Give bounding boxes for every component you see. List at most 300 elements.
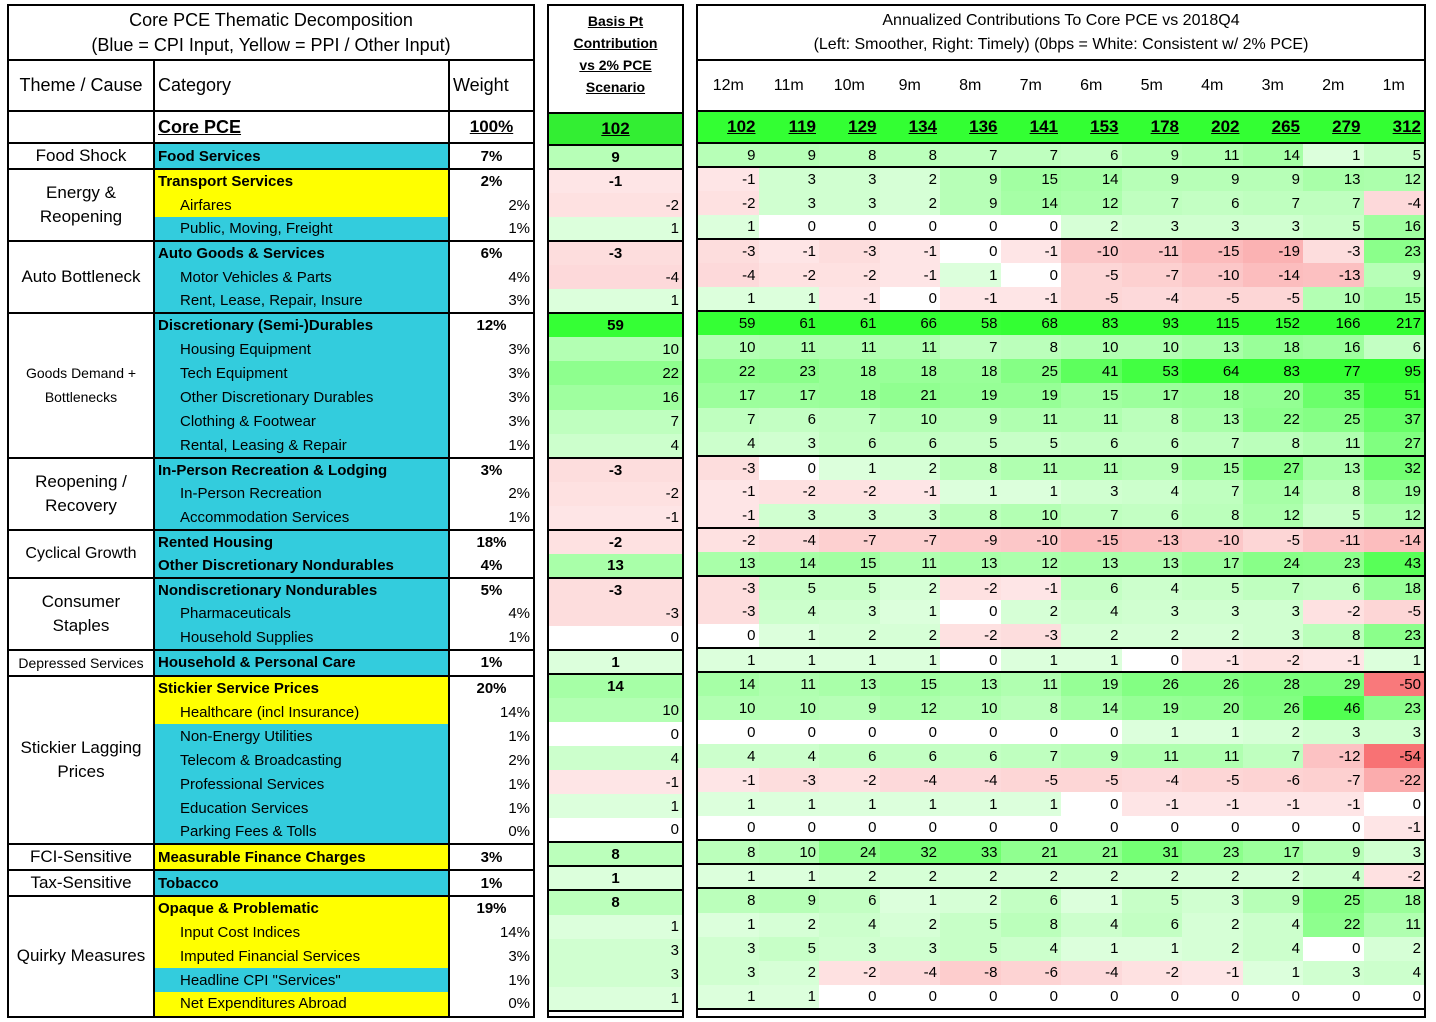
weight-cell: 14% xyxy=(499,923,530,941)
value-cell: 115 xyxy=(1182,311,1243,335)
value-cell: 1 xyxy=(698,864,759,888)
value-cell: 0 xyxy=(1001,816,1062,840)
value-cell: 2 xyxy=(759,961,820,985)
value-cell: 0 xyxy=(1122,648,1183,672)
value-cell: 0 xyxy=(940,600,1001,624)
contribution-cell: 1 xyxy=(549,289,682,313)
value-cell: 11 xyxy=(759,672,820,696)
value-cell: 25 xyxy=(1303,408,1364,432)
value-cell: 1 xyxy=(1001,648,1062,672)
value-cell: 10 xyxy=(880,408,941,432)
value-cell: 9 xyxy=(1243,888,1304,912)
weight-cell: 1% xyxy=(508,971,530,989)
weight-cell: 3% xyxy=(508,947,530,965)
category-label: Net Expenditures Abroad xyxy=(154,992,449,1016)
value-cell: -4 xyxy=(880,768,941,792)
table-row xyxy=(549,650,682,674)
table-row xyxy=(698,335,1424,359)
value-cell: 35 xyxy=(1303,383,1364,407)
table-row xyxy=(549,289,682,313)
value-cell: -3 xyxy=(819,239,880,263)
value-cell: -10 xyxy=(1182,528,1243,552)
value-cell: 5 xyxy=(1182,576,1243,600)
value-cell: -2 xyxy=(1303,600,1364,624)
table-row xyxy=(698,359,1424,383)
value-cell: 2 xyxy=(1243,720,1304,744)
value-cell: 0 xyxy=(940,215,1001,239)
value-cell: 7 xyxy=(1001,143,1062,167)
value-cell: 58 xyxy=(940,311,1001,335)
value-cell: 43 xyxy=(1364,552,1425,576)
value-cell: 4 xyxy=(759,744,820,768)
table-row xyxy=(698,913,1424,937)
value-cell: 6 xyxy=(940,744,1001,768)
value-cell: -4 xyxy=(940,768,1001,792)
value-cell: 23 xyxy=(1364,624,1425,648)
value-cell: 3 xyxy=(1303,720,1364,744)
value-cell: 0 xyxy=(759,720,820,744)
table-row xyxy=(549,193,682,217)
table-row xyxy=(549,578,682,602)
value-cell: 8 xyxy=(1001,335,1062,359)
value-cell: 9 xyxy=(1122,143,1183,167)
value-cell: 8 xyxy=(1303,624,1364,648)
value-cell: 1 xyxy=(819,648,880,672)
value-cell: 19 xyxy=(940,383,1001,407)
value-cell: 2 xyxy=(1182,864,1243,888)
table-row xyxy=(549,674,682,698)
value-cell: 6 xyxy=(759,408,820,432)
category-label: Tech Equipment xyxy=(154,361,449,385)
value-cell: 21 xyxy=(880,383,941,407)
value-cell: -54 xyxy=(1364,744,1425,768)
value-cell: -1 xyxy=(698,504,759,528)
contribution-cell: 14 xyxy=(549,674,682,698)
period-header: 11m xyxy=(759,60,820,111)
value-cell: 8 xyxy=(1122,408,1183,432)
value-cell: 3 xyxy=(698,937,759,961)
value-cell: 5 xyxy=(1303,215,1364,239)
value-cell: -1 xyxy=(819,287,880,311)
value-cell: 11 xyxy=(1182,744,1243,768)
value-cell: 1 xyxy=(1303,143,1364,167)
table-row xyxy=(549,554,682,578)
value-cell: 3 xyxy=(819,937,880,961)
contribution-cell: 8 xyxy=(549,890,682,914)
value-cell: 11 xyxy=(1182,143,1243,167)
value-cell: -50 xyxy=(1364,672,1425,696)
value-cell: 28 xyxy=(1243,672,1304,696)
value-cell: 68 xyxy=(1001,311,1062,335)
value-cell: -15 xyxy=(1182,239,1243,263)
value-cell: -9 xyxy=(940,528,1001,552)
contribution-table xyxy=(549,6,682,1012)
table-row xyxy=(698,937,1424,961)
contribution-cell: 4 xyxy=(549,746,682,770)
table-row xyxy=(698,648,1424,672)
table-row xyxy=(549,313,682,337)
value-cell: 8 xyxy=(819,143,880,167)
table-row xyxy=(698,456,1424,480)
table-row xyxy=(549,939,682,963)
value-cell: 15 xyxy=(1001,167,1062,191)
contribution-cell: -3 xyxy=(549,241,682,265)
value-cell: 0 xyxy=(819,816,880,840)
table-row xyxy=(698,408,1424,432)
table-row xyxy=(9,896,533,920)
table-row xyxy=(698,888,1424,912)
weight-cell: 1% xyxy=(449,650,533,676)
value-cell: 0 xyxy=(698,816,759,840)
value-cell: 0 xyxy=(1182,985,1243,1009)
value-cell: 25 xyxy=(1001,359,1062,383)
table-row xyxy=(549,506,682,530)
table-row xyxy=(549,890,682,914)
table-row xyxy=(698,744,1424,768)
value-cell: 2 xyxy=(1001,600,1062,624)
value-cell: 11 xyxy=(880,335,941,359)
value-cell: -13 xyxy=(1303,263,1364,287)
value-cell: 5 xyxy=(940,432,1001,456)
value-cell: 2 xyxy=(1061,864,1122,888)
value-cell: 3 xyxy=(1364,720,1425,744)
value-cell: 83 xyxy=(1243,359,1304,383)
value-cell: 7 xyxy=(1243,191,1304,215)
contribution-cell: 1 xyxy=(549,217,682,241)
value-cell: 11 xyxy=(1061,408,1122,432)
weight-cell: 1% xyxy=(449,217,533,241)
table-row xyxy=(9,530,533,554)
value-cell: -7 xyxy=(880,528,941,552)
category-label: Parking Fees & Tolls xyxy=(154,820,449,844)
weight-cell: 5% xyxy=(480,581,503,599)
weight-cell: 2% xyxy=(480,173,503,191)
period-header: 2m xyxy=(1303,60,1364,111)
value-cell: 2 xyxy=(1364,937,1425,961)
value-cell: 14 xyxy=(1001,191,1062,215)
value-cell: 18 xyxy=(819,359,880,383)
value-cell: 13 xyxy=(1061,552,1122,576)
value-cell: 0 xyxy=(1364,792,1425,816)
value-cell: 0 xyxy=(1182,816,1243,840)
value-cell: 66 xyxy=(880,311,941,335)
value-cell: 2 xyxy=(880,913,941,937)
value-cell: 18 xyxy=(880,359,941,383)
category-label: Non-Energy Utilities xyxy=(154,724,449,748)
value-cell: 7 xyxy=(1243,576,1304,600)
mid-title-line2: Contribution xyxy=(573,35,658,51)
value-cell: 0 xyxy=(1001,263,1062,287)
table-row xyxy=(698,576,1424,600)
value-cell: 77 xyxy=(1303,359,1364,383)
value-cell: 29 xyxy=(1303,672,1364,696)
value-cell: -1 xyxy=(1001,576,1062,600)
value-cell: 22 xyxy=(1303,913,1364,937)
value-cell: 1 xyxy=(940,263,1001,287)
weight-cell: 1% xyxy=(449,626,533,650)
weight-cell: 3% xyxy=(508,412,530,430)
weight-cell: 4% xyxy=(449,554,533,578)
contribution-cell: -1 xyxy=(549,169,682,193)
value-cell: 23 xyxy=(1364,696,1425,720)
value-cell: 4 xyxy=(1243,937,1304,961)
value-cell: 14 xyxy=(1243,143,1304,167)
table-row xyxy=(9,676,533,700)
theme-cell: Stickier Lagging Prices xyxy=(9,676,154,844)
value-cell: 9 xyxy=(759,143,820,167)
value-cell: -7 xyxy=(1122,263,1183,287)
value-cell: 0 xyxy=(1061,792,1122,816)
value-cell: 166 xyxy=(1303,311,1364,335)
value-cell: 12 xyxy=(1364,167,1425,191)
left-title xyxy=(9,6,533,60)
value-cell: 0 xyxy=(940,648,1001,672)
right-title-line1: Annualized Contributions To Core PCE vs 2018Q4 xyxy=(882,11,1240,29)
value-cell: 6 xyxy=(1001,888,1062,912)
contribution-cell: 102 xyxy=(549,113,682,145)
table-row xyxy=(698,432,1424,456)
value-cell: 1 xyxy=(819,792,880,816)
value-cell: 1 xyxy=(698,648,759,672)
value-cell: 13 xyxy=(1182,335,1243,359)
table-row xyxy=(698,239,1424,263)
value-cell: 134 xyxy=(880,111,941,143)
category-label: Input Cost Indices xyxy=(154,920,449,944)
category-label: Measurable Finance Charges xyxy=(154,844,449,870)
value-cell: 5 xyxy=(819,576,880,600)
weight-cell: 18% xyxy=(476,533,507,551)
value-cell: -1 xyxy=(1303,648,1364,672)
value-cell: 32 xyxy=(880,840,941,864)
value-cell: 15 xyxy=(880,672,941,696)
value-cell: 10 xyxy=(759,840,820,864)
value-cell: 6 xyxy=(1061,432,1122,456)
value-cell: 19 xyxy=(1061,672,1122,696)
contribution-cell: 10 xyxy=(549,337,682,361)
value-cell: 4 xyxy=(698,432,759,456)
value-cell: 64 xyxy=(1182,359,1243,383)
value-cell: 3 xyxy=(759,191,820,215)
value-cell: 13 xyxy=(1182,408,1243,432)
table-row xyxy=(549,915,682,939)
value-cell: 16 xyxy=(1303,335,1364,359)
value-cell: 21 xyxy=(1001,840,1062,864)
contribution-cell: -2 xyxy=(549,193,682,217)
value-cell: -4 xyxy=(1122,768,1183,792)
value-cell: 7 xyxy=(940,143,1001,167)
value-cell: 9 xyxy=(819,696,880,720)
value-cell: -2 xyxy=(698,528,759,552)
value-cell: 178 xyxy=(1122,111,1183,143)
value-cell: 6 xyxy=(1303,576,1364,600)
table-row xyxy=(698,840,1424,864)
value-cell: -5 xyxy=(1182,768,1243,792)
value-cell: 15 xyxy=(819,552,880,576)
value-cell: 2 xyxy=(880,576,941,600)
value-cell: 0 xyxy=(1303,985,1364,1009)
value-cell: 23 xyxy=(759,359,820,383)
value-cell: 3 xyxy=(1122,215,1183,239)
value-cell: -8 xyxy=(940,961,1001,985)
value-cell: 11 xyxy=(1001,456,1062,480)
value-cell: 12 xyxy=(1001,552,1062,576)
value-cell: 8 xyxy=(698,840,759,864)
value-cell: 3 xyxy=(1243,215,1304,239)
value-cell: 3 xyxy=(819,167,880,191)
category-label: Food Services xyxy=(154,143,449,169)
table-row xyxy=(698,143,1424,167)
category-label: In-Person Recreation & Lodging xyxy=(154,458,449,482)
table-row xyxy=(549,241,682,265)
value-cell: -5 xyxy=(1001,768,1062,792)
value-cell: 12 xyxy=(1061,191,1122,215)
value-cell: 14 xyxy=(1243,480,1304,504)
table-row xyxy=(698,504,1424,528)
value-cell: -1 xyxy=(880,239,941,263)
value-cell: 3 xyxy=(1182,600,1243,624)
value-cell: 12 xyxy=(1364,504,1425,528)
core-pce-label: Core PCE xyxy=(154,111,449,143)
value-cell: 6 xyxy=(819,744,880,768)
value-cell: -19 xyxy=(1243,239,1304,263)
value-cell: 4 xyxy=(1303,864,1364,888)
value-cell: 0 xyxy=(1001,985,1062,1009)
value-cell: -10 xyxy=(1001,528,1062,552)
value-cell: 0 xyxy=(819,215,880,239)
table-row xyxy=(9,169,533,193)
contribution-cell: 4 xyxy=(549,434,682,458)
value-cell: -14 xyxy=(1364,528,1425,552)
value-cell: 41 xyxy=(1061,359,1122,383)
value-cell: -6 xyxy=(1243,768,1304,792)
value-cell: 2 xyxy=(1061,215,1122,239)
value-cell: 11 xyxy=(1061,456,1122,480)
value-cell: -6 xyxy=(1001,961,1062,985)
value-cell: 0 xyxy=(759,215,820,239)
weight-cell: 3% xyxy=(508,364,530,382)
value-cell: 7 xyxy=(819,408,880,432)
value-cell: 3 xyxy=(880,504,941,528)
category-label: Imputed Financial Services xyxy=(154,944,449,968)
category-label: Other Discretionary Durables xyxy=(154,385,449,409)
value-cell: 9 xyxy=(940,191,1001,215)
value-cell: 11 xyxy=(880,552,941,576)
table-row xyxy=(549,818,682,842)
table-row xyxy=(698,191,1424,215)
value-cell: 14 xyxy=(1061,696,1122,720)
value-cell: -4 xyxy=(1364,191,1425,215)
value-cell: 3 xyxy=(759,167,820,191)
middle-panel xyxy=(547,4,684,1018)
value-cell: 153 xyxy=(1061,111,1122,143)
value-cell: 1 xyxy=(1061,648,1122,672)
value-cell: 7 xyxy=(1303,191,1364,215)
value-cell: 8 xyxy=(1001,913,1062,937)
value-cell: 0 xyxy=(1061,985,1122,1009)
weight-cell: 2% xyxy=(508,196,530,214)
value-cell: 13 xyxy=(698,552,759,576)
value-cell: 6 xyxy=(1182,191,1243,215)
value-cell: 2 xyxy=(1243,864,1304,888)
value-cell: 0 xyxy=(880,816,941,840)
table-row xyxy=(698,600,1424,624)
value-cell: -1 xyxy=(1303,792,1364,816)
value-cell: 10 xyxy=(759,696,820,720)
period-header: 9m xyxy=(880,60,941,111)
table-row xyxy=(9,650,533,676)
value-cell: 0 xyxy=(1122,816,1183,840)
value-cell: -4 xyxy=(698,263,759,287)
table-row xyxy=(698,816,1424,840)
value-cell: -5 xyxy=(1364,600,1425,624)
category-label: Tobacco xyxy=(154,870,449,896)
value-cell: 141 xyxy=(1001,111,1062,143)
value-cell: 32 xyxy=(1364,456,1425,480)
category-label: Pharmaceuticals xyxy=(154,602,449,626)
value-cell: 217 xyxy=(1364,311,1425,335)
table-row xyxy=(549,963,682,987)
value-cell: 0 xyxy=(1001,215,1062,239)
value-cell: 26 xyxy=(1122,672,1183,696)
value-cell: -1 xyxy=(759,239,820,263)
value-cell: 18 xyxy=(1243,335,1304,359)
category-label: Other Discretionary Nondurables xyxy=(154,554,449,578)
table-row xyxy=(698,528,1424,552)
value-cell: 0 xyxy=(1243,985,1304,1009)
value-cell: 21 xyxy=(1061,840,1122,864)
contribution-cell: 3 xyxy=(549,939,682,963)
period-header: 3m xyxy=(1243,60,1304,111)
value-cell: 1 xyxy=(1061,888,1122,912)
value-cell: 3 xyxy=(1243,600,1304,624)
value-cell: -1 xyxy=(698,167,759,191)
period-header: 1m xyxy=(1364,60,1425,111)
value-cell: 3 xyxy=(1122,600,1183,624)
right-title xyxy=(698,6,1424,60)
category-label: Healthcare (incl Insurance) xyxy=(154,700,449,724)
value-cell: -2 xyxy=(1364,864,1425,888)
table-row xyxy=(698,215,1424,239)
period-header: 8m xyxy=(940,60,1001,111)
value-cell: 11 xyxy=(1303,432,1364,456)
value-cell: 95 xyxy=(1364,359,1425,383)
value-cell: 11 xyxy=(1001,672,1062,696)
value-cell: 2 xyxy=(759,913,820,937)
right-panel xyxy=(696,4,1426,1018)
value-cell: -5 xyxy=(1243,528,1304,552)
value-cell: 1 xyxy=(759,287,820,311)
value-cell: -5 xyxy=(1061,287,1122,311)
value-cell: 14 xyxy=(698,672,759,696)
table-row xyxy=(549,361,682,385)
value-cell: 11 xyxy=(1122,744,1183,768)
table-row xyxy=(9,111,533,143)
value-cell: 6 xyxy=(1364,335,1425,359)
value-cell: 5 xyxy=(1001,432,1062,456)
value-cell: 23 xyxy=(1364,239,1425,263)
value-cell: 3 xyxy=(759,432,820,456)
value-cell: 0 xyxy=(819,985,880,1009)
value-cell: 2 xyxy=(1122,864,1183,888)
value-cell: 1 xyxy=(1364,648,1425,672)
value-cell: -1 xyxy=(1001,287,1062,311)
table-row xyxy=(9,844,533,870)
value-cell: 15 xyxy=(1061,383,1122,407)
value-cell: 16 xyxy=(1364,215,1425,239)
value-cell: 1 xyxy=(759,985,820,1009)
value-cell: -22 xyxy=(1364,768,1425,792)
value-cell: 46 xyxy=(1303,696,1364,720)
